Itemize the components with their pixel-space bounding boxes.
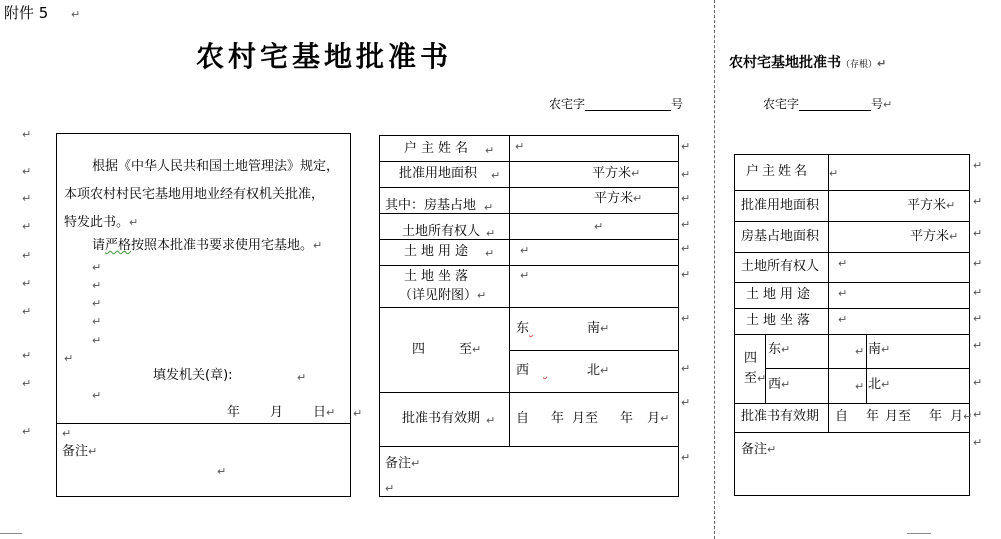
serial-blank[interactable] — [585, 98, 671, 111]
owner-label: 户主姓名 — [404, 141, 473, 156]
landowner-label: 土地所有权人 — [402, 224, 481, 239]
serial-number — [549, 97, 683, 111]
stub-serial-number: 农宅字 号↵ — [763, 97, 893, 111]
paragraph-mark: ↵ — [64, 352, 74, 365]
paragraph-mark: ↵ — [92, 261, 102, 274]
location-note: （详见附图）↵ — [399, 288, 487, 303]
paragraph-mark: ↵ — [22, 249, 32, 262]
stub-serial-blank[interactable] — [799, 98, 871, 111]
stub-title: 农村宅基地批准书（存根）↵ — [729, 55, 887, 71]
paragraph-mark: ↵ — [22, 128, 32, 141]
stub-landowner-label: 土地所有权人 — [741, 259, 820, 274]
stub-location-field[interactable]: ↵ — [838, 313, 848, 326]
stub-south[interactable]: 南↵ — [868, 342, 891, 357]
certificate-title: 农村宅基地批准书 — [196, 40, 453, 73]
four-bounds-label: 四 至↵ — [412, 342, 482, 357]
house-base-label: 其中：房基占地 — [385, 198, 477, 213]
stub-house-label: 房基占地面积 — [741, 229, 820, 244]
stub-remarks-label: 备注↵ — [741, 442, 777, 457]
approved-area-label: 批准用地面积 — [399, 166, 478, 181]
divider — [56, 423, 351, 424]
paragraph-mark: ↵ — [22, 425, 32, 438]
stub-owner-label: 户主姓名 — [746, 164, 811, 179]
paragraph-mark: ↵ — [22, 277, 32, 290]
stub-validity-period[interactable]: 自 年 月至 年 月↵ — [835, 409, 973, 424]
validity-period[interactable]: 自 年 月至 年 月↵ — [516, 411, 670, 426]
paragraph-mark: ↵ — [92, 315, 102, 328]
land-use-label: 土地用途 — [404, 244, 473, 259]
east-bound[interactable]: 东 南↵ — [516, 321, 610, 336]
paragraph-mark: ↵ — [92, 389, 102, 402]
land-location-field[interactable]: ↵ — [520, 269, 530, 282]
validity-label: 批准书有效期 — [402, 411, 481, 426]
paragraph-mark: ↵ — [62, 427, 72, 440]
stub-bounds-label-2: 至↵ — [744, 371, 767, 386]
stub-house-field[interactable]: 平方米↵ — [910, 229, 959, 244]
attachment-label: 附件 5 — [4, 4, 49, 22]
stub-use-label: 土地用途 — [746, 287, 815, 302]
body-text-line: 根据《中华人民共和国土地管理法》规定， — [92, 159, 340, 174]
paragraph-mark: ↵ — [22, 165, 32, 178]
paragraph-mark: ↵ — [353, 407, 363, 420]
approved-area-field[interactable]: 平方米↵ — [592, 166, 641, 181]
paragraph-mark: ↵ — [22, 349, 32, 362]
stub-north[interactable]: 北↵ — [868, 377, 891, 392]
cut-line — [714, 0, 715, 539]
land-location-label: 土地坐落 — [404, 269, 473, 284]
stub-owner-field[interactable]: ↵ — [829, 167, 839, 180]
column-divider — [509, 135, 510, 446]
stub-west[interactable]: 西↵ — [768, 377, 791, 392]
paragraph-mark: ↵ — [22, 305, 32, 318]
body-text-line: 本项农村村民宅基地用地业经有权机关批准， — [64, 187, 325, 202]
paragraph-mark: ↵ — [22, 192, 32, 205]
west-bound[interactable]: 西 北↵ — [516, 363, 610, 378]
middle-remarks-label: 备注↵ — [385, 456, 421, 471]
serial-suffix: 号 — [671, 97, 684, 111]
landowner-field[interactable]: ↵ — [594, 220, 604, 233]
stub-bounds-label-1: 四 — [744, 351, 758, 366]
land-use-field[interactable]: ↵ — [520, 244, 530, 257]
house-base-field[interactable]: 平方米↵ — [594, 191, 643, 206]
paragraph-mark: ↵ — [22, 220, 32, 233]
paragraph-mark: ↵ — [22, 377, 32, 390]
paragraph-mark: ↵ — [71, 8, 81, 21]
stub-validity-label: 批准书有效期 — [741, 409, 820, 424]
paragraph-mark: ↵ — [92, 279, 102, 292]
issuer-label: 填发机关(章): — [153, 368, 233, 383]
body-text-line: 特发此书。↵ — [64, 215, 139, 230]
paragraph-mark: ↵ — [217, 465, 227, 478]
remarks-label: 备注↵ — [62, 444, 98, 459]
serial-prefix: 农宅字 — [549, 97, 586, 111]
stub-area-label: 批准用地面积 — [741, 198, 820, 213]
stub-use-field[interactable]: ↵ — [838, 287, 848, 300]
info-table — [379, 135, 679, 497]
stub-east[interactable]: 东↵ — [768, 342, 791, 357]
stub-landowner-field[interactable]: ↵ — [838, 257, 848, 270]
paragraph-mark: ↵ — [92, 297, 102, 310]
stub-location-label: 土地坐落 — [746, 313, 815, 328]
body-text-line: 请严格按照本批准书要求使用宅基地。↵ — [92, 238, 323, 253]
paragraph-mark: ↵ — [92, 334, 102, 347]
issue-date: 年 月 日↵ — [227, 405, 336, 420]
owner-field[interactable]: ↵ — [515, 140, 525, 153]
paragraph-mark: ↵ — [297, 371, 307, 384]
stub-area-field[interactable]: 平方米↵ — [907, 198, 956, 213]
